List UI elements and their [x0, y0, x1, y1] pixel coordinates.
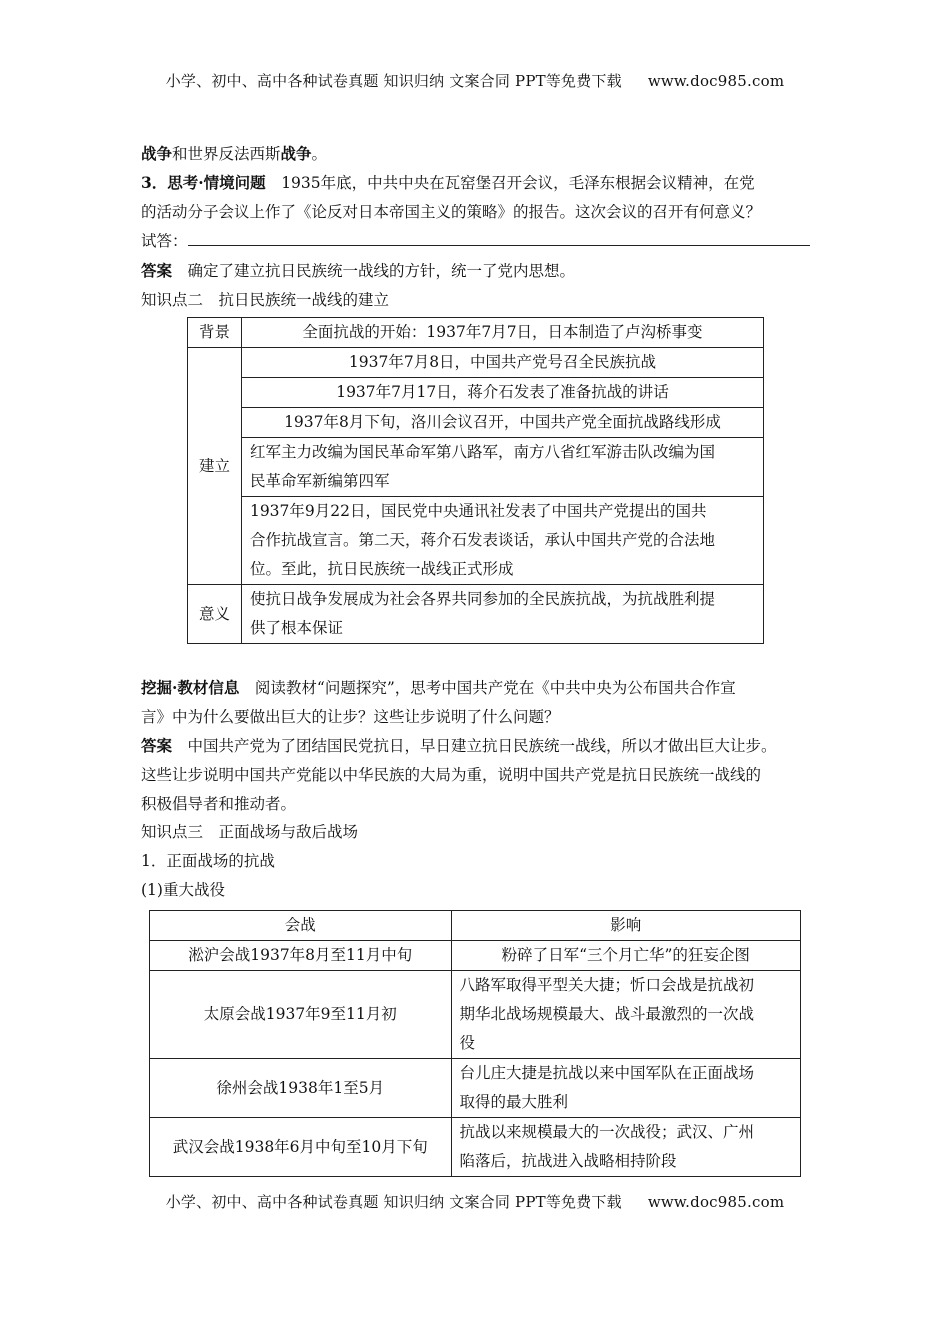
table-row	[188, 408, 764, 438]
bg-text: 全面抗战的开始：1937年7月7日，日本制造了卢沟桥事变	[241, 318, 763, 348]
build-item-4: 红军主力改编为国民革命军第八路军，南方八省红军游击队改编为国 民革命军新编第四军	[241, 438, 763, 497]
intro-bold-1: 战争	[141, 144, 173, 163]
page-header	[0, 70, 950, 91]
q3-line1	[141, 173, 821, 193]
intro-line	[141, 144, 821, 164]
united-front-table	[187, 317, 764, 644]
q3-line2	[141, 202, 821, 222]
dig-answer-2: 这些让步说明中国共产党能以中华民族的大局为重，说明中国共产党是抗日民族统一战线的	[141, 766, 762, 784]
dig-text-2: 言》中为什么要做出巨大的让步？这些让步说明了什么问题？	[141, 708, 560, 726]
kp2-title-text: 知识点二 抗日民族统一战线的建立	[141, 291, 390, 309]
table-row	[150, 941, 801, 971]
header-url[interactable]: www.doc985.com	[647, 72, 785, 90]
head-battle: 会战	[150, 911, 452, 941]
q3-text-2: 的活动分子会议上作了《论反对日本帝国主义的策略》的报告。这次会议的召开有何意义？	[141, 203, 762, 221]
kp3-sub2	[141, 880, 821, 900]
kp3-sub1	[141, 851, 821, 871]
effect-cell: 抗战以来规模最大的一次战役；武汉、广州 陷落后，抗战进入战略相持阶段	[451, 1118, 800, 1177]
header-text: 小学、初中、高中各种试卷真题 知识归纳 文案合同 PPT等免费下载	[165, 72, 622, 90]
significance-text: 使抗日战争发展成为社会各界共同参加的全民族抗战，为抗战胜利提 供了根本保证	[241, 585, 763, 644]
intro-text: 和世界反法西斯	[172, 145, 281, 163]
significance-label: 意义	[188, 585, 242, 644]
dig-answer-3: 积极倡导者和推动者。	[141, 795, 297, 813]
dig-text-1: 阅读教材“问题探究”，思考中国共产党在《中共中央为公布国共合作宣	[254, 679, 736, 697]
effect-cell: 粉碎了日军“三个月亡华”的狂妄企图	[451, 941, 800, 971]
table-row	[150, 971, 801, 1059]
try-label: 试答：	[141, 232, 188, 250]
table-row	[150, 1118, 801, 1177]
dig-line1	[141, 678, 821, 698]
answer-blank[interactable]	[188, 231, 810, 246]
dig-answer-line1	[141, 736, 821, 756]
dig-line2	[141, 707, 821, 727]
kp3-title-text: 知识点三 正面战场与敌后战场	[141, 823, 359, 841]
kp3-title	[141, 822, 821, 842]
intro-bold-2: 战争	[280, 144, 312, 163]
page-footer	[0, 1191, 950, 1212]
dig-answer-1: 中国共产党为了团结国民党抗日，早日建立抗日民族统一战线，所以才做出巨大让步。	[187, 737, 777, 755]
kp2-title	[141, 290, 821, 310]
table-row	[188, 348, 764, 378]
battle-cell: 徐州会战1938年1至5月	[150, 1059, 452, 1118]
table-row	[188, 378, 764, 408]
intro-end: 。	[311, 145, 328, 163]
table-row	[150, 911, 801, 941]
q3-try-line	[141, 231, 821, 251]
bg-label: 背景	[188, 318, 242, 348]
build-item-2: 1937年7月17日，蒋介石发表了准备抗战的讲话	[241, 378, 763, 408]
build-item-1: 1937年7月8日，中国共产党号召全民族抗战	[241, 348, 763, 378]
battles-table	[149, 910, 801, 1177]
build-item-3: 1937年8月下旬，洛川会议召开，中国共产党全面抗战路线形成	[241, 408, 763, 438]
q3-label: 3．思考·情境问题	[141, 173, 266, 192]
kp3-sub1-text: 1．正面战场的抗战	[141, 852, 275, 870]
footer-text: 小学、初中、高中各种试卷真题 知识归纳 文案合同 PPT等免费下载	[165, 1193, 622, 1211]
q3-answer-line	[141, 261, 821, 281]
table-row	[188, 438, 764, 497]
dig-answer-line3	[141, 794, 821, 814]
table-row	[188, 318, 764, 348]
q3-text-1: 1935年底，中共中央在瓦窑堡召开会议，毛泽东根据会议精神，在党	[281, 174, 755, 192]
dig-answer-label: 答案	[141, 736, 173, 755]
kp3-sub2-text: (1)重大战役	[141, 881, 225, 899]
answer-label: 答案	[141, 261, 173, 280]
effect-cell: 八路军取得平型关大捷；忻口会战是抗战初 期华北战场规模最大、战斗最激烈的一次战 役	[451, 971, 800, 1059]
head-effect: 影响	[451, 911, 800, 941]
dig-label: 挖掘·教材信息	[141, 678, 240, 697]
build-label: 建立	[188, 348, 242, 585]
build-item-5: 1937年9月22日，国民党中央通讯社发表了中国共产党提出的国共 合作抗战宣言。第二天，蒋介石发表谈话，承认中国共产党的合法地 位。至此，抗日民族统一战线正式形成	[241, 497, 763, 585]
dig-answer-line2	[141, 765, 821, 785]
table-row	[150, 1059, 801, 1118]
answer-text: 确定了建立抗日民族统一战线的方针，统一了党内思想。	[187, 262, 576, 280]
effect-cell: 台儿庄大捷是抗战以来中国军队在正面战场 取得的最大胜利	[451, 1059, 800, 1118]
table-row	[188, 585, 764, 644]
footer-url[interactable]: www.doc985.com	[647, 1193, 785, 1211]
battle-cell: 淞沪会战1937年8月至11月中旬	[150, 941, 452, 971]
battle-cell: 太原会战1937年9至11月初	[150, 971, 452, 1059]
battle-cell: 武汉会战1938年6月中旬至10月下旬	[150, 1118, 452, 1177]
table-row	[188, 497, 764, 585]
